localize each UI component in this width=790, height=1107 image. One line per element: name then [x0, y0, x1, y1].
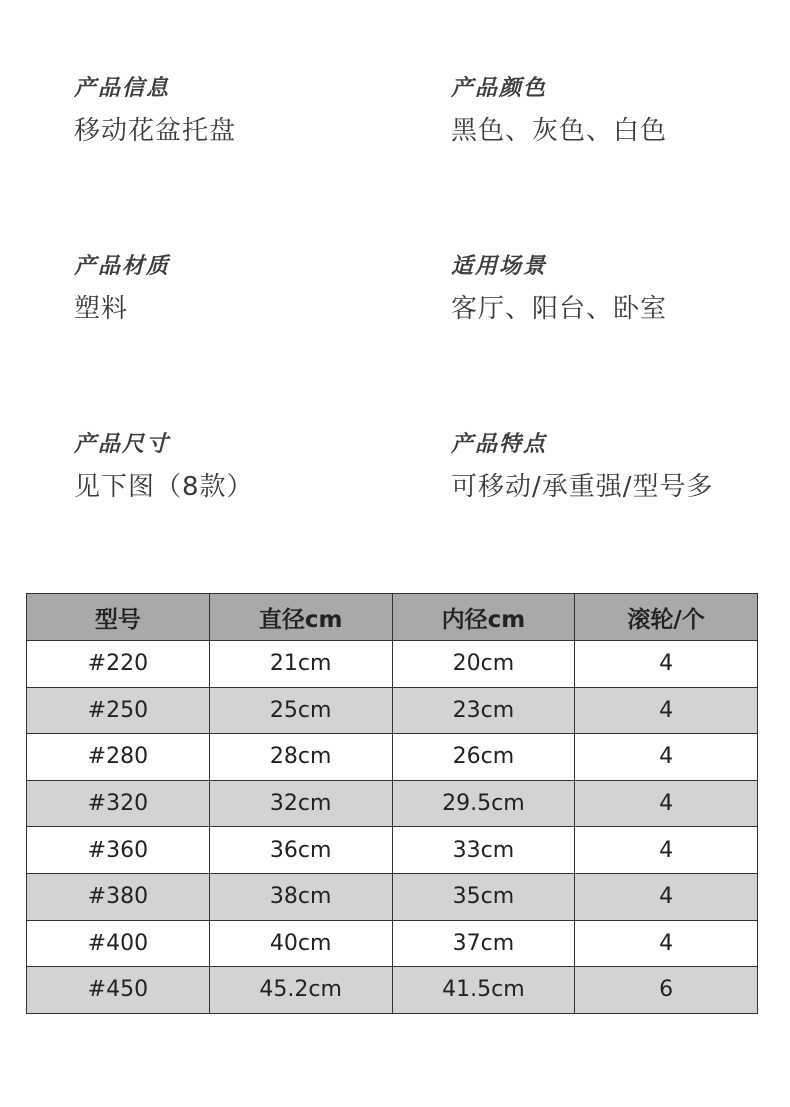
cell-diameter: 36cm — [209, 827, 392, 874]
cell-model: #280 — [27, 734, 210, 781]
cell-wheels: 4 — [575, 920, 758, 967]
cell-diameter: 25cm — [209, 687, 392, 734]
spec-table — [26, 593, 758, 1014]
info-block-product-material — [74, 252, 170, 326]
table-row — [27, 687, 758, 734]
cell-wheels: 4 — [575, 641, 758, 688]
info-block-product-info — [74, 74, 236, 148]
info-label: 产品信息 — [74, 75, 171, 101]
info-value: 可移动/承重强/型号多 — [451, 472, 714, 502]
cell-wheels: 4 — [575, 827, 758, 874]
table-row — [27, 827, 758, 874]
column-header-wheels: 滚轮/个 — [575, 594, 758, 641]
cell-inner-diameter: 23cm — [392, 687, 575, 734]
cell-model: #220 — [27, 641, 210, 688]
cell-model: #320 — [27, 780, 210, 827]
info-block-product-color — [451, 74, 667, 148]
table-row — [27, 967, 758, 1014]
cell-model: #360 — [27, 827, 210, 874]
info-value: 黑色、灰色、白色 — [451, 116, 668, 146]
cell-diameter: 21cm — [209, 641, 392, 688]
cell-model: #380 — [27, 873, 210, 920]
info-label: 产品颜色 — [451, 75, 548, 101]
info-block-product-size — [74, 430, 254, 504]
column-header-inner-diameter: 内径cm — [392, 594, 575, 641]
table-row — [27, 734, 758, 781]
info-block-usage-scene — [451, 252, 667, 326]
cell-wheels: 4 — [575, 687, 758, 734]
info-label: 产品特点 — [451, 431, 548, 457]
cell-inner-diameter: 37cm — [392, 920, 575, 967]
cell-inner-diameter: 20cm — [392, 641, 575, 688]
table-row — [27, 780, 758, 827]
table-header-row — [27, 594, 758, 641]
info-value: 塑料 — [74, 294, 129, 324]
column-header-diameter: 直径cm — [209, 594, 392, 641]
cell-inner-diameter: 33cm — [392, 827, 575, 874]
cell-diameter: 45.2cm — [209, 967, 392, 1014]
cell-inner-diameter: 41.5cm — [392, 967, 575, 1014]
cell-model: #250 — [27, 687, 210, 734]
cell-model: #400 — [27, 920, 210, 967]
cell-wheels: 4 — [575, 780, 758, 827]
column-header-model: 型号 — [27, 594, 210, 641]
cell-inner-diameter: 35cm — [392, 873, 575, 920]
cell-wheels: 4 — [575, 734, 758, 781]
cell-inner-diameter: 26cm — [392, 734, 575, 781]
cell-model: #450 — [27, 967, 210, 1014]
cell-diameter: 28cm — [209, 734, 392, 781]
info-value: 移动花盆托盘 — [74, 116, 237, 146]
info-label: 适用场景 — [451, 253, 548, 279]
table-row — [27, 920, 758, 967]
cell-wheels: 4 — [575, 873, 758, 920]
cell-inner-diameter: 29.5cm — [392, 780, 575, 827]
info-block-product-features — [451, 430, 714, 504]
info-label: 产品材质 — [74, 253, 171, 279]
info-value: 见下图（8款） — [74, 472, 254, 502]
cell-diameter: 40cm — [209, 920, 392, 967]
cell-wheels: 6 — [575, 967, 758, 1014]
table-row — [27, 641, 758, 688]
info-value: 客厅、阳台、卧室 — [451, 294, 668, 324]
cell-diameter: 38cm — [209, 873, 392, 920]
cell-diameter: 32cm — [209, 780, 392, 827]
table-row — [27, 873, 758, 920]
info-label: 产品尺寸 — [74, 431, 171, 457]
